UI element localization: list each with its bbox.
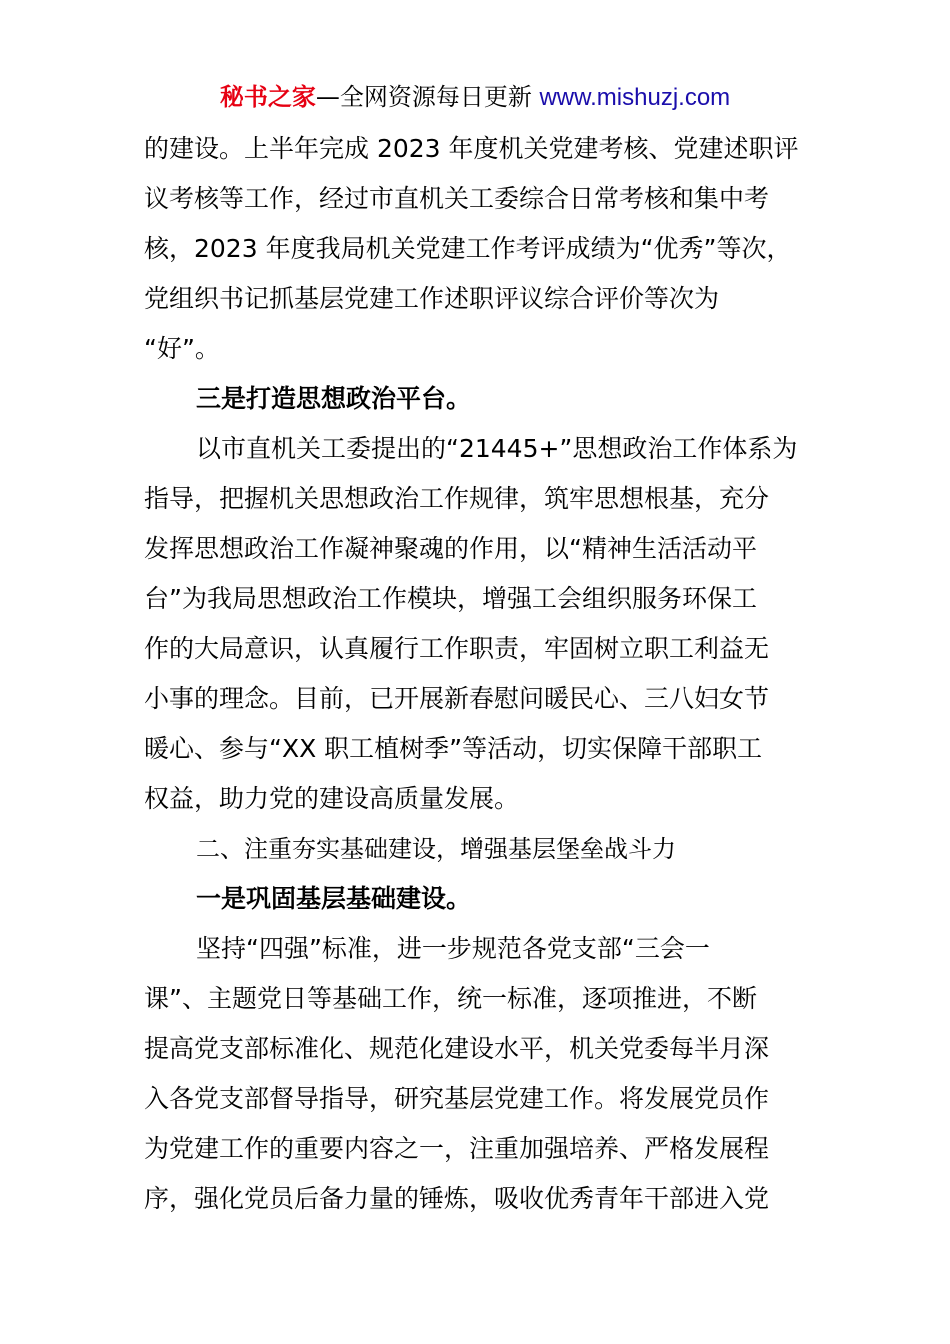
paragraph-line: 课”、主题党日等基础工作，统一标准，逐项推进，不断 bbox=[144, 984, 757, 1013]
paragraph-line: 坚持“四强”标准，进一步规范各党支部“三会一 bbox=[196, 934, 710, 963]
site-tagline: —全网资源每日更新 bbox=[315, 83, 540, 111]
paragraph-line: “好”。 bbox=[144, 334, 220, 363]
paragraph-line: 提高党支部标准化、规范化建设水平，机关党委每半月深 bbox=[144, 1034, 770, 1063]
site-header bbox=[0, 80, 950, 115]
section-heading: 三是打造思想政治平台。 bbox=[196, 384, 472, 413]
paragraph-line: 的建设。上半年完成 2023 年度机关党建考核、党建述职评 bbox=[144, 134, 799, 163]
paragraph-line: 指导，把握机关思想政治工作规律，筑牢思想根基，充分 bbox=[144, 484, 770, 513]
site-url-link[interactable]: www.mishuzj.com bbox=[539, 84, 731, 111]
paragraph-line: 台”为我局思想政治工作模块，增强工会组织服务环保工 bbox=[144, 584, 757, 613]
paragraph-line: 党组织书记抓基层党建工作述职评议综合评价等次为 bbox=[144, 284, 720, 313]
paragraph-line: 小事的理念。目前，已开展新春慰问暖民心、三八妇女节 bbox=[144, 684, 770, 713]
paragraph-line: 序，强化党员后备力量的锤炼，吸收优秀青年干部进入党 bbox=[144, 1184, 770, 1213]
paragraph-line: 议考核等工作，经过市直机关工委综合日常考核和集中考 bbox=[144, 184, 770, 213]
paragraph-line: 发挥思想政治工作凝神聚魂的作用，以“精神生活活动平 bbox=[144, 534, 757, 563]
paragraph-line: 暖心、参与“XX 职工植树季”等活动，切实保障干部职工 bbox=[144, 734, 763, 763]
site-brand: 秘书之家 bbox=[219, 83, 316, 111]
document-body bbox=[144, 124, 814, 1224]
paragraph-line: 作的大局意识，认真履行工作职责，牢固树立职工利益无 bbox=[144, 634, 770, 663]
section-heading: 一是巩固基层基础建设。 bbox=[196, 884, 472, 913]
paragraph-line: 核，2023 年度我局机关党建工作考评成绩为“优秀”等次， bbox=[144, 234, 792, 263]
paragraph-line: 以市直机关工委提出的“21445+”思想政治工作体系为 bbox=[196, 434, 798, 463]
paragraph-line: 入各党支部督导指导，研究基层党建工作。将发展党员作 bbox=[144, 1084, 770, 1113]
paragraph-line: 为党建工作的重要内容之一，注重加强培养、严格发展程 bbox=[144, 1134, 770, 1163]
paragraph-line: 二、注重夯实基础建设，增强基层堡垒战斗力 bbox=[196, 835, 676, 863]
paragraph-line: 权益，助力党的建设高质量发展。 bbox=[144, 784, 520, 813]
